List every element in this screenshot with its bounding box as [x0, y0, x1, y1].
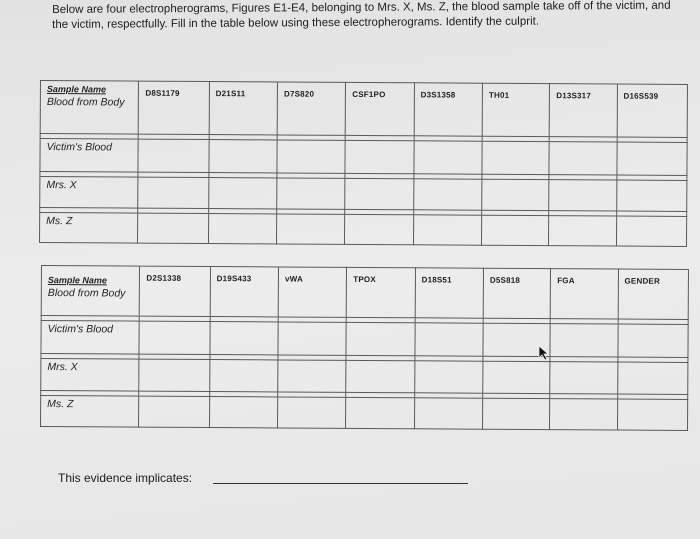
- row-label-blood-from-body: Blood from Body: [47, 287, 126, 300]
- entry-cell[interactable]: [277, 178, 346, 209]
- locus-header: D2S1338: [140, 266, 211, 316]
- entry-cell[interactable]: [346, 322, 415, 355]
- entry-cell[interactable]: [345, 214, 413, 244]
- entry-cell[interactable]: [550, 399, 617, 430]
- entry-cell[interactable]: [278, 397, 347, 428]
- row-label-ms-z: Ms. Z: [41, 396, 140, 428]
- entry-cell[interactable]: [549, 142, 616, 175]
- entry-cell[interactable]: [616, 180, 687, 211]
- locus-header: D13S317: [549, 84, 617, 137]
- sample-name-cell: [41, 266, 140, 317]
- locus-header: D16S539: [617, 84, 688, 137]
- locus-header: D18S51: [415, 268, 484, 318]
- locus-header: vWA: [278, 267, 347, 317]
- entry-cell[interactable]: [618, 324, 689, 357]
- entry-cell[interactable]: [208, 178, 277, 209]
- row-label-victims-blood: Victim's Blood: [41, 321, 140, 355]
- entry-cell[interactable]: [209, 140, 278, 173]
- entry-cell[interactable]: [345, 140, 414, 173]
- locus-header: TH01: [482, 83, 550, 136]
- entry-cell[interactable]: [277, 214, 345, 244]
- entry-cell[interactable]: [616, 216, 687, 246]
- entry-cell[interactable]: [483, 361, 550, 393]
- entry-cell[interactable]: [550, 324, 617, 357]
- entry-cell[interactable]: [209, 397, 278, 428]
- entry-cell[interactable]: [482, 141, 549, 174]
- entry-cell[interactable]: [138, 177, 209, 208]
- locus-header: D19S433: [210, 267, 279, 317]
- entry-cell[interactable]: [549, 216, 616, 246]
- locus-header: D8S1179: [139, 81, 210, 134]
- str-table-1: [39, 80, 688, 247]
- entry-cell[interactable]: [210, 322, 279, 355]
- entry-cell[interactable]: [138, 213, 208, 243]
- evidence-answer-line[interactable]: [213, 483, 468, 484]
- entry-cell[interactable]: [617, 362, 688, 394]
- entry-cell[interactable]: [549, 180, 616, 211]
- entry-cell[interactable]: [617, 142, 688, 175]
- row-label-blood-from-body: Blood from Body: [46, 96, 125, 109]
- entry-cell[interactable]: [483, 398, 550, 429]
- entry-cell[interactable]: [208, 214, 276, 244]
- entry-cell[interactable]: [414, 141, 483, 174]
- locus-header: D21S11: [209, 82, 278, 135]
- entry-cell[interactable]: [139, 359, 210, 391]
- locus-header: D3S1358: [414, 83, 483, 136]
- entry-cell[interactable]: [346, 397, 415, 428]
- entry-cell[interactable]: [277, 140, 346, 173]
- entry-cell[interactable]: [345, 178, 414, 209]
- str-table-2: [40, 265, 689, 431]
- entry-cell[interactable]: [278, 322, 347, 355]
- entry-cell[interactable]: [346, 360, 415, 392]
- entry-cell[interactable]: [482, 179, 549, 210]
- entry-cell[interactable]: [139, 396, 210, 427]
- locus-header: D7S820: [277, 82, 346, 135]
- evidence-label: This evidence implicates:: [58, 471, 193, 485]
- entry-cell[interactable]: [414, 361, 483, 393]
- sample-name-cell: [40, 81, 139, 135]
- entry-cell[interactable]: [482, 215, 549, 245]
- entry-cell[interactable]: [209, 360, 278, 392]
- sample-name-header: Sample Name: [47, 275, 107, 286]
- entry-cell[interactable]: [138, 139, 209, 172]
- entry-cell[interactable]: [415, 323, 484, 356]
- locus-header: GENDER: [618, 269, 689, 319]
- entry-cell[interactable]: [278, 360, 347, 392]
- entry-cell[interactable]: [413, 215, 481, 245]
- entry-cell[interactable]: [139, 321, 210, 354]
- locus-header: TPOX: [347, 267, 416, 317]
- row-label-victims-blood: Victim's Blood: [40, 139, 139, 173]
- entry-cell[interactable]: [550, 362, 617, 394]
- row-label-mrs-x: Mrs. X: [40, 177, 139, 209]
- row-label-mrs-x: Mrs. X: [41, 359, 140, 392]
- row-label-ms-z: Ms. Z: [40, 213, 139, 244]
- mouse-cursor-icon: [538, 345, 552, 361]
- locus-header: FGA: [550, 269, 618, 319]
- sample-name-header: Sample Name: [46, 84, 107, 95]
- instructions-text: Below are four electropherograms, Figures E1-E4, belonging to Mrs. X, Ms. Z, the blood sample take off of the victim, and the victim, respectfully. Fill in the table below using these electropherograms. Identify the culprit.: [52, 0, 671, 31]
- entry-cell[interactable]: [414, 398, 483, 429]
- entry-cell[interactable]: [413, 179, 482, 210]
- entry-cell[interactable]: [617, 399, 688, 430]
- locus-header: D5S818: [483, 268, 551, 318]
- locus-header: CSF1PO: [346, 82, 415, 135]
